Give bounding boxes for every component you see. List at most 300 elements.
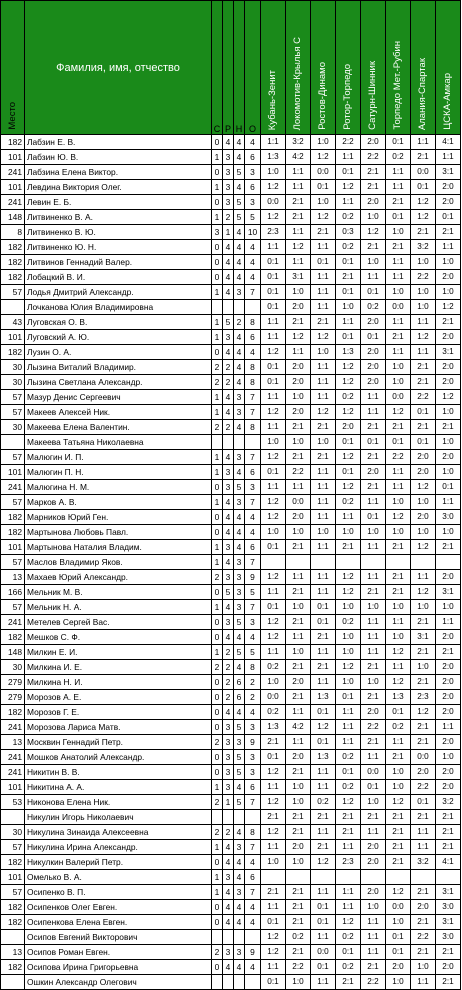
score-cell: 1:3 (386, 690, 411, 705)
table-row (1, 240, 461, 255)
score-cell (336, 870, 361, 885)
name-cell: Никулин Игорь Николаевич (25, 810, 212, 825)
score-cell: 1:2 (386, 510, 411, 525)
score-cell: 2:1 (386, 825, 411, 840)
stat-cell: 2 (212, 795, 223, 810)
place-cell: 148 (1, 645, 25, 660)
score-cell: 1:2 (336, 405, 361, 420)
name-cell: Лабзин Е. В. (25, 135, 212, 150)
stat-cell: 3 (223, 465, 234, 480)
stat-cell: 0 (212, 585, 223, 600)
score-cell: 0:3 (336, 225, 361, 240)
place-cell (1, 975, 25, 990)
name-cell: Москвин Геннадий Петр. (25, 735, 212, 750)
score-cell: 1:2 (386, 645, 411, 660)
score-cell: 1:1 (386, 465, 411, 480)
stat-cell: 0 (212, 750, 223, 765)
stat-cell: 4 (234, 855, 245, 870)
name-cell: Левин Е. Б. (25, 195, 212, 210)
stat-cell: 1 (212, 315, 223, 330)
name-cell: Марников Юрий Ген. (25, 510, 212, 525)
stat-cell: 7 (245, 840, 261, 855)
table-row (1, 405, 461, 420)
stat-cell: 4 (223, 900, 234, 915)
score-cell: 2:1 (436, 420, 461, 435)
score-cell: 0:1 (336, 945, 361, 960)
score-cell: 0:0 (411, 750, 436, 765)
score-cell: 2:0 (286, 840, 311, 855)
stat-cell: 1 (212, 450, 223, 465)
stat-cell: 4 (234, 540, 245, 555)
place-cell: 241 (1, 765, 25, 780)
score-cell: 0:1 (386, 135, 411, 150)
score-cell: 0:2 (336, 780, 361, 795)
stat-cell: 3 (212, 225, 223, 240)
score-cell: 0:2 (336, 750, 361, 765)
score-cell: 1:2 (386, 405, 411, 420)
score-cell: 1:1 (386, 255, 411, 270)
score-cell: 2:1 (361, 450, 386, 465)
table-row (1, 675, 461, 690)
stat-cell: 6 (245, 330, 261, 345)
name-cell: Осипенко В. П. (25, 885, 212, 900)
table-row (1, 495, 461, 510)
score-cell: 1:2 (386, 885, 411, 900)
stat-cell: 3 (223, 735, 234, 750)
stat-cell: 2 (212, 660, 223, 675)
score-cell: 2:0 (361, 705, 386, 720)
score-cell: 1:3 (336, 345, 361, 360)
score-cell: 2:1 (386, 570, 411, 585)
score-cell: 1:1 (411, 840, 436, 855)
score-cell: 1:2 (261, 630, 286, 645)
score-cell: 3:0 (436, 510, 461, 525)
stat-cell: 4 (245, 525, 261, 540)
score-cell: 1:0 (361, 675, 386, 690)
score-cell: 1:1 (286, 735, 311, 750)
score-cell: 1:0 (436, 600, 461, 615)
score-cell: 1:2 (261, 570, 286, 585)
stat-cell: 9 (245, 570, 261, 585)
stat-cell: 4 (234, 270, 245, 285)
header-row (1, 1, 461, 135)
table-row (1, 330, 461, 345)
stat-cell: 2 (212, 735, 223, 750)
place-cell: 101 (1, 330, 25, 345)
stat-cell (212, 975, 223, 990)
score-cell: 0:1 (361, 330, 386, 345)
score-cell: 1:1 (411, 570, 436, 585)
place-cell: 182 (1, 270, 25, 285)
score-cell: 0:1 (261, 600, 286, 615)
score-cell: 1:0 (261, 675, 286, 690)
score-cell: 1:1 (311, 480, 336, 495)
stat-cell: 3 (223, 945, 234, 960)
score-cell: 2:1 (361, 165, 386, 180)
place-cell: 279 (1, 690, 25, 705)
table-row (1, 855, 461, 870)
score-cell: 2:3 (261, 225, 286, 240)
score-cell: 1:1 (436, 720, 461, 735)
match-header: Кубань-Зенит (261, 1, 286, 135)
stat-cell: 4 (223, 390, 234, 405)
stat-cell: 7 (245, 390, 261, 405)
stat-cell: 3 (245, 480, 261, 495)
score-cell: 0:2 (361, 300, 386, 315)
score-cell: 1:1 (311, 825, 336, 840)
score-cell: 2:1 (286, 450, 311, 465)
score-cell: 1:0 (286, 390, 311, 405)
name-cell: Литвинов Геннадий Валер. (25, 255, 212, 270)
score-cell: 1:2 (311, 405, 336, 420)
score-cell: 1:1 (361, 750, 386, 765)
stat-cell: 4 (223, 345, 234, 360)
stat-cell: 4 (245, 705, 261, 720)
score-cell: 2:1 (386, 420, 411, 435)
score-cell: 2:2 (411, 930, 436, 945)
score-cell: 2:0 (361, 375, 386, 390)
score-cell: 1:1 (311, 285, 336, 300)
score-cell: 1:0 (386, 765, 411, 780)
score-cell: 1:1 (436, 495, 461, 510)
stat-cell: 1 (212, 405, 223, 420)
score-cell: 0:1 (261, 975, 286, 990)
score-cell: 0:2 (261, 705, 286, 720)
score-cell: 1:1 (336, 315, 361, 330)
score-cell: 1:2 (436, 300, 461, 315)
score-cell: 2:0 (286, 300, 311, 315)
name-cell: Мешков С. Ф. (25, 630, 212, 645)
score-cell: 2:0 (436, 675, 461, 690)
score-cell: 0:2 (286, 930, 311, 945)
score-cell: 1:1 (261, 900, 286, 915)
name-cell: Лабзина Елена Виктор. (25, 165, 212, 180)
score-cell: 1:1 (286, 705, 311, 720)
score-cell: 1:3 (261, 150, 286, 165)
score-cell: 1:1 (261, 420, 286, 435)
score-cell: 1:1 (411, 135, 436, 150)
place-cell: 30 (1, 660, 25, 675)
score-cell: 1:2 (261, 495, 286, 510)
stat-cell: 3 (223, 570, 234, 585)
name-cell: Лабзин Ю. В. (25, 150, 212, 165)
score-cell: 2:1 (261, 735, 286, 750)
name-cell: Луговский А. Ю. (25, 330, 212, 345)
score-cell: 2:1 (436, 810, 461, 825)
score-cell: 1:0 (261, 855, 286, 870)
stat-cell: 6 (234, 690, 245, 705)
place-cell: 182 (1, 135, 25, 150)
score-cell: 0:1 (336, 285, 361, 300)
stat-cell: 2 (212, 945, 223, 960)
score-cell: 0:2 (336, 390, 361, 405)
score-cell: 2:0 (361, 885, 386, 900)
stat-cell: 2 (245, 675, 261, 690)
table-row (1, 885, 461, 900)
stat-cell: 9 (245, 945, 261, 960)
score-cell: 2:3 (336, 855, 361, 870)
score-cell: 2:1 (361, 480, 386, 495)
score-cell (386, 870, 411, 885)
score-cell: 3:0 (436, 900, 461, 915)
score-cell: 0:2 (336, 960, 361, 975)
score-cell: 1:2 (411, 540, 436, 555)
stat-cell: 4 (245, 915, 261, 930)
score-cell: 2:2 (411, 390, 436, 405)
score-cell: 0:0 (311, 945, 336, 960)
stat-cell: 4 (223, 285, 234, 300)
name-cell: Малюгин И. П. (25, 450, 212, 465)
name-cell: Мартынова Любовь Павл. (25, 525, 212, 540)
table-row (1, 915, 461, 930)
score-cell: 0:2 (311, 795, 336, 810)
score-cell: 1:1 (311, 765, 336, 780)
stat-cell: 4 (245, 135, 261, 150)
score-cell: 1:0 (336, 645, 361, 660)
score-cell: 1:2 (261, 345, 286, 360)
score-cell (311, 555, 336, 570)
place-cell: 182 (1, 630, 25, 645)
stat-cell: 5 (234, 210, 245, 225)
stat-cell: 4 (223, 255, 234, 270)
stat-cell: 2 (223, 420, 234, 435)
stat-cell: 4 (234, 255, 245, 270)
place-cell: 57 (1, 840, 25, 855)
name-cell: Метелев Сергей Вас. (25, 615, 212, 630)
stat-cell (245, 300, 261, 315)
stat-cell: 4 (223, 555, 234, 570)
score-cell: 1:0 (336, 600, 361, 615)
stat-cell: 5 (234, 165, 245, 180)
stat-cell: 4 (234, 780, 245, 795)
table-row (1, 525, 461, 540)
place-cell: 182 (1, 900, 25, 915)
score-cell: 1:1 (311, 465, 336, 480)
stat-cell (223, 300, 234, 315)
score-cell: 0:1 (311, 900, 336, 915)
score-cell: 1:2 (311, 720, 336, 735)
stat-cell (212, 300, 223, 315)
score-cell: 2:1 (386, 840, 411, 855)
score-cell: 1:1 (311, 390, 336, 405)
stat-cell: 2 (212, 570, 223, 585)
place-cell: 241 (1, 195, 25, 210)
score-cell: 1:2 (336, 480, 361, 495)
table-row (1, 390, 461, 405)
score-cell: 0:1 (311, 180, 336, 195)
stat-cell: 8 (245, 825, 261, 840)
place-cell: 57 (1, 285, 25, 300)
score-cell: 1:0 (286, 600, 311, 615)
stat-cell (234, 300, 245, 315)
score-cell (361, 870, 386, 885)
score-cell: 2:0 (436, 375, 461, 390)
score-cell: 2:0 (361, 840, 386, 855)
score-cell: 2:1 (361, 585, 386, 600)
name-cell: Лодья Дмитрий Александр. (25, 285, 212, 300)
score-cell: 0:1 (386, 930, 411, 945)
stat-cell: 0 (212, 675, 223, 690)
stat-cell: 0 (212, 720, 223, 735)
score-cell: 1:1 (361, 405, 386, 420)
score-cell: 2:1 (361, 960, 386, 975)
stat-cell (223, 810, 234, 825)
stat-cell (212, 930, 223, 945)
score-cell: 1:2 (411, 330, 436, 345)
score-cell: 1:0 (411, 600, 436, 615)
stat-cell: 2 (223, 210, 234, 225)
name-cell: Лызина Виталий Владимир. (25, 360, 212, 375)
score-cell: 1:0 (311, 435, 336, 450)
score-cell: 0:1 (336, 765, 361, 780)
score-cell: 1:1 (261, 135, 286, 150)
stat-cell: 1 (212, 465, 223, 480)
score-cell: 2:1 (436, 540, 461, 555)
stat-cell: 5 (234, 795, 245, 810)
stat-cell: 6 (245, 540, 261, 555)
place-cell: 182 (1, 960, 25, 975)
score-cell: 1:1 (286, 165, 311, 180)
stat-header-r: Р (223, 1, 234, 135)
score-cell: 1:1 (386, 735, 411, 750)
score-cell: 1:1 (361, 495, 386, 510)
score-cell: 1:2 (261, 795, 286, 810)
score-cell: 2:1 (286, 885, 311, 900)
score-cell: 1:1 (386, 345, 411, 360)
score-cell: 1:1 (336, 840, 361, 855)
score-cell: 1:1 (286, 570, 311, 585)
score-cell: 1:1 (311, 540, 336, 555)
stat-cell: 4 (245, 510, 261, 525)
score-cell: 1:1 (411, 975, 436, 990)
stat-cell: 2 (223, 825, 234, 840)
score-cell: 1:1 (286, 225, 311, 240)
score-cell: 2:0 (436, 360, 461, 375)
stat-cell (212, 810, 223, 825)
score-cell: 2:0 (436, 765, 461, 780)
stat-cell: 6 (245, 150, 261, 165)
place-cell: 182 (1, 705, 25, 720)
score-cell: 2:1 (286, 210, 311, 225)
score-cell: 1:1 (286, 345, 311, 360)
score-cell: 2:1 (286, 825, 311, 840)
score-cell: 1:2 (436, 390, 461, 405)
score-cell: 1:1 (386, 165, 411, 180)
score-cell: 1:2 (411, 585, 436, 600)
score-cell: 1:2 (261, 825, 286, 840)
score-cell: 2:1 (411, 225, 436, 240)
stat-header-s: С (212, 1, 223, 135)
score-cell: 1:1 (286, 180, 311, 195)
score-cell: 1:2 (336, 585, 361, 600)
score-cell: 1:0 (286, 285, 311, 300)
score-cell: 1:2 (411, 480, 436, 495)
score-cell: 1:0 (286, 855, 311, 870)
score-cell: 1:1 (311, 360, 336, 375)
score-cell: 2:0 (286, 510, 311, 525)
score-cell: 1:1 (361, 915, 386, 930)
score-cell: 2:1 (411, 150, 436, 165)
score-cell: 1:0 (336, 675, 361, 690)
score-cell: 1:0 (411, 525, 436, 540)
score-cell: 1:0 (311, 345, 336, 360)
table-row (1, 555, 461, 570)
score-cell: 1:2 (311, 855, 336, 870)
score-cell (361, 555, 386, 570)
score-cell: 2:2 (286, 465, 311, 480)
place-cell: 57 (1, 885, 25, 900)
score-cell: 1:1 (386, 480, 411, 495)
score-cell: 1:1 (311, 885, 336, 900)
score-cell: 1:1 (361, 945, 386, 960)
stat-cell (234, 810, 245, 825)
stat-cell: 5 (234, 645, 245, 660)
stat-cell: 4 (234, 960, 245, 975)
score-cell: 2:0 (436, 330, 461, 345)
place-cell: 30 (1, 375, 25, 390)
stat-cell: 3 (223, 165, 234, 180)
score-cell: 2:1 (386, 195, 411, 210)
score-cell: 1:1 (261, 480, 286, 495)
score-cell: 2:1 (411, 735, 436, 750)
place-cell: 182 (1, 915, 25, 930)
score-cell: 2:1 (436, 840, 461, 855)
name-cell: Лузин О. А. (25, 345, 212, 360)
stat-cell: 4 (234, 330, 245, 345)
score-cell (311, 870, 336, 885)
score-cell: 1:2 (411, 210, 436, 225)
table-row (1, 570, 461, 585)
score-cell: 2:1 (286, 540, 311, 555)
table-body (1, 135, 461, 990)
table-row (1, 285, 461, 300)
stat-cell: 1 (223, 225, 234, 240)
score-cell: 1:2 (336, 915, 361, 930)
score-cell: 1:0 (436, 435, 461, 450)
score-cell: 0:2 (336, 930, 361, 945)
score-cell: 0:1 (261, 255, 286, 270)
stat-cell: 8 (245, 375, 261, 390)
name-cell: Мошков Анатолий Александр. (25, 750, 212, 765)
score-cell: 1:0 (286, 525, 311, 540)
score-cell: 1:0 (286, 795, 311, 810)
stat-cell: 4 (245, 240, 261, 255)
score-cell: 1:1 (311, 930, 336, 945)
name-cell: Никулина Ирина Александр. (25, 840, 212, 855)
name-cell: Морозов Г. Е. (25, 705, 212, 720)
score-cell: 3:0 (436, 930, 461, 945)
stat-cell: 2 (223, 360, 234, 375)
score-cell: 2:2 (411, 780, 436, 795)
table-row (1, 225, 461, 240)
score-cell: 2:2 (286, 960, 311, 975)
score-cell: 4:2 (286, 720, 311, 735)
score-cell: 1:1 (311, 645, 336, 660)
place-cell: 241 (1, 165, 25, 180)
score-cell: 2:0 (411, 765, 436, 780)
stat-cell: 2 (223, 375, 234, 390)
score-cell: 1:3 (261, 720, 286, 735)
stat-cell: 7 (245, 285, 261, 300)
stat-cell: 4 (223, 240, 234, 255)
stat-cell: 4 (223, 705, 234, 720)
score-cell: 1:2 (261, 210, 286, 225)
score-cell: 1:0 (361, 600, 386, 615)
score-cell: 1:1 (386, 180, 411, 195)
score-cell: 2:0 (436, 180, 461, 195)
score-cell: 2:0 (436, 450, 461, 465)
score-cell: 2:1 (286, 945, 311, 960)
